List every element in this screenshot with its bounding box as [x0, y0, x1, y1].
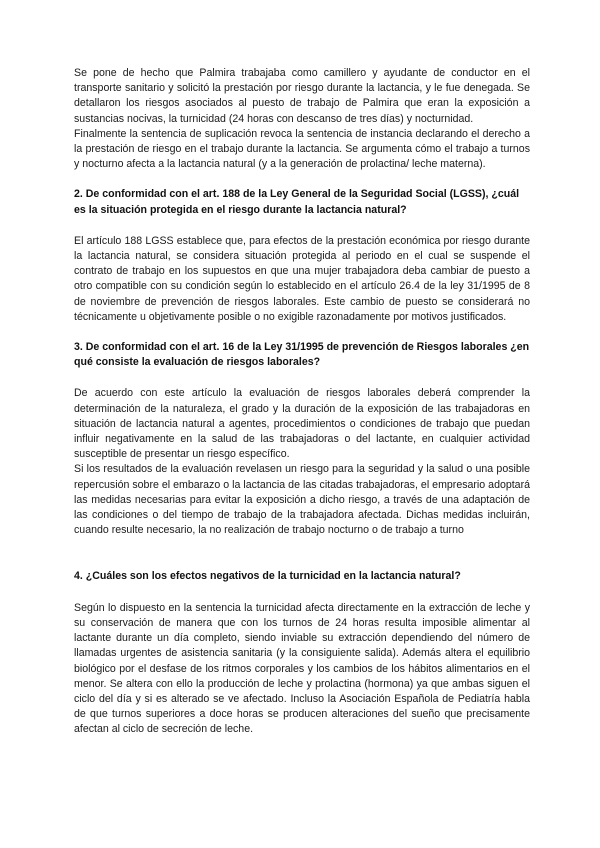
paragraph-case-facts: Se pone de hecho que Palmira trabajaba como camillero y ayudante de conductor en el transporte sanitario y solicitó la prestación por riesgo durante la lactancia, y le fue denegada. Se detallaron los riesgos asociados al puesto de trabajo de Palmira que eran la exposición a sustancias nocivas, la turnicidad (24 horas con descanso de tres días) y nocturnidad. — [74, 67, 530, 125]
heading-question-3: 3. De conformidad con el art. 16 de la Ley 31/1995 de prevención de Riesgos laborales ¿en qué consiste la evaluación de riesgos laborales? — [74, 341, 530, 369]
paragraph-shift-effects: Según lo dispuesto en la sentencia la turnicidad afecta directamente en la extracción de leche y su conservación de manera que con los turnos de 24 horas resulta imposible alimentar al lactante durante un día completo, siendo inviable su extracción dependiendo del número de llamadas urgentes de asistencia sanitaria (y la consiguiente salida). Además altera el equilibrio biológico por el desfase de los ritmos corporales y los cambios de los hábitos alimentarios en el menor. Se altera con ello la producción de leche y prolactina (hormona) ya que ambas siguen el ciclo del día y si es alterado se ve afectado. Incluso la Asociación Española de Pediatría habla de que turnos superiores a doce horas se producen alteraciones del sueño que precisamente afectan al ciclo de secreción de leche. — [74, 601, 530, 736]
paragraph-risk-evaluation: De acuerdo con este artículo la evaluación de riesgos laborales deberá comprender la determinación de la naturaleza, el grado y la duración de la exposición de las trabajadoras en situación de lactancia natural a agentes, procedimientos o condiciones de trabajo que puedan influir negativamente en la salud de las trabajadoras o del lactante, en cualquier actividad susceptible de presentar un riesgo específico. — [74, 387, 530, 461]
heading-question-2: 2. De conformidad con el art. 188 de la Ley General de la Seguridad Social (LGSS), ¿cuál es la situación protegida en el riesgo durante la lactancia natural? — [74, 188, 520, 216]
paragraph-risk-measures: Si los resultados de la evaluación revelasen un riesgo para la seguridad y la salud o una posible repercusión sobre el embarazo o la lactancia de las citadas trabajadoras, el empresario adoptará las medidas necesarias para evitar la exposición a dicho riesgo, a través de una adaptación de las condiciones o del tiempo de trabajo de la trabajadora afectada. Dichas medidas incluirán, cuando resulte necesario, la no realización de trabajo nocturno o de trabajo a turno — [74, 463, 530, 537]
document-page — [74, 66, 530, 738]
heading-question-4: 4. ¿Cuáles son los efectos negativos de la turnicidad en la lactancia natural? — [74, 570, 461, 583]
paragraph-ruling: Finalmente la sentencia de suplicación revoca la sentencia de instancia declarando el derecho a la prestación de riesgo en el trabajo durante la lactancia. Se argumenta cómo el trabajo a turnos y nocturno afecta a la lactancia natural (y a la generación de prolactina/ leche materna). — [74, 127, 530, 171]
paragraph-article-188: El artículo 188 LGSS establece que, para efectos de la prestación económica por riesgo durante la lactancia natural, se considera situación protegida al periodo en el cual se suspende el contrato de trabajo en los supuestos en que una mujer trabajadora deba cambiar de puesto a otro compatible con su condición según lo establecido en el artículo 26.4 de la ley 31/1995 de 8 de noviembre de prevención de riesgos laborales. Este cambio de puesto se considerará no técnicamente u objetivamente posible o no exigible razonadamente por motivos justificados. — [74, 234, 530, 323]
